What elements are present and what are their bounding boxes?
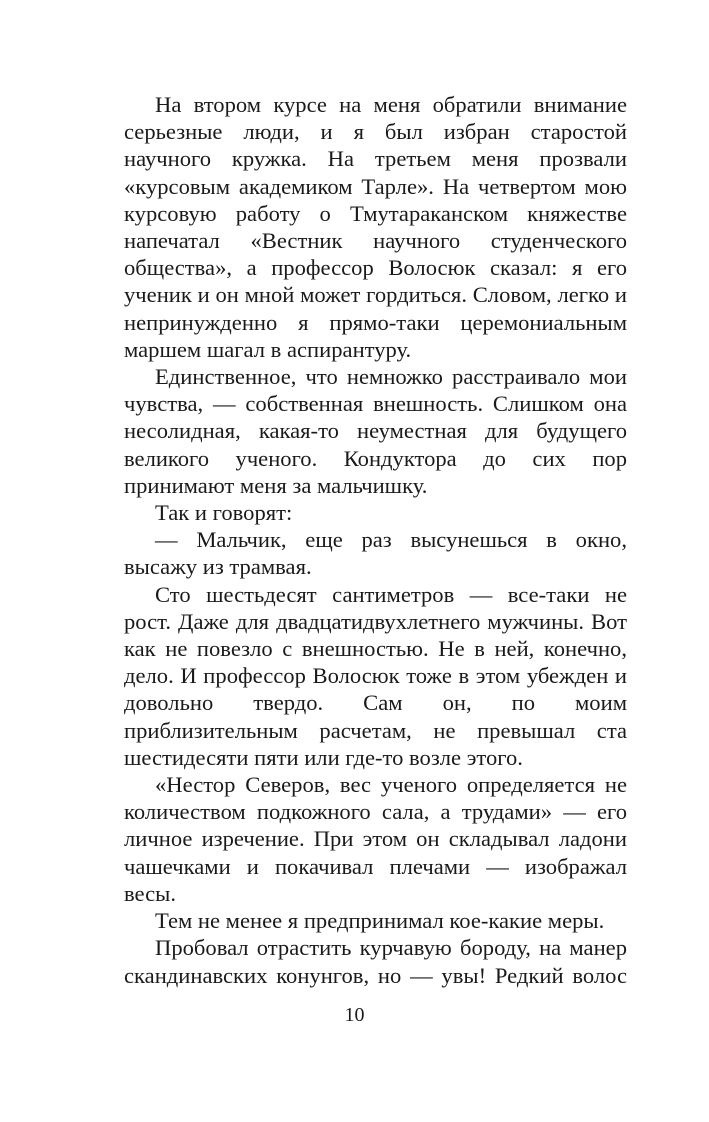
paragraph-8: Пробовал отрастить курчавую бороду, на манер скандинавских конунгов, но — увы! Редкий волос bbox=[124, 935, 627, 988]
paragraph-1: На втором курсе на меня обратили внимание серьезные люди, и я был избран старостой научного кружка. На третьем меня прозвали «курсовым академиком Тарле». На четвертом мою курсовую работу о Тмутараканском княжестве напечатал «Вестник научного студенческого общества», а профессор Волосюк сказал: я его ученик и он мной может гордиться. Словом, легко и непринужденно я прямо-таки церемониальным маршем шагал в аспирантуру. bbox=[124, 92, 627, 362]
paragraph-6: «Нестор Северов, вес ученого определяется не количеством подкожного сала, а трудами» — его личное изречение. При этом он складывал ладони чашечками и покачивал плечами — изображал весы. bbox=[124, 772, 627, 906]
page-number: 10 bbox=[344, 1004, 365, 1026]
paragraph-4: — Мальчик, еще раз высунешься в окно, высажу из трамвая. bbox=[124, 527, 627, 580]
paragraph-7: Тем не менее я предпринимал кое-какие меры. bbox=[155, 908, 605, 934]
paragraph-2: Единственное, что немножко расстраивало мои чувства, — собственная внешность. Слишком она несолидная, какая-то неуместная для будущего великого ученого. Кондуктора до сих пор принимают меня за мальчишку. bbox=[124, 364, 627, 498]
paragraph-3: Так и говорят: bbox=[155, 500, 293, 526]
paragraph-5: Сто шестьдесят сантиметров — все-таки не рост. Даже для двадцатидвухлетнего мужчины. Вот как не повезло с внешностью. Не в ней, конечно, дело. И профессор Волосюк тоже в этом убежден и довольно твердо. Сам он, по моим приблизительным расчетам, не превышал ста шестидесяти пяти или где-то возле этого. bbox=[124, 581, 627, 770]
body-text bbox=[124, 91, 627, 989]
